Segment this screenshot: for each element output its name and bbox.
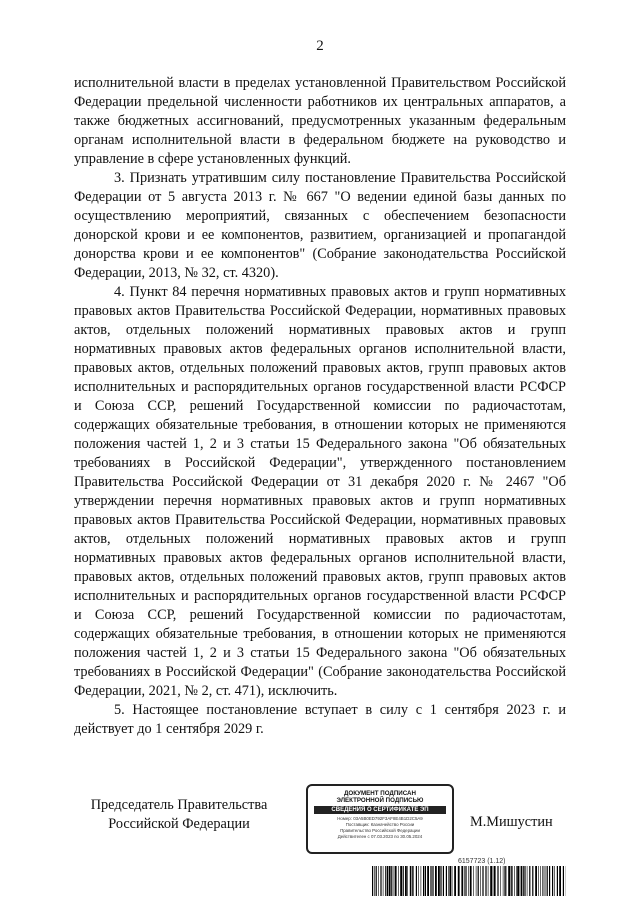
barcode-bar (461, 866, 463, 896)
barcode-bar (549, 866, 550, 896)
barcode-bar (540, 866, 541, 896)
barcode-bar (527, 866, 528, 896)
barcode-bar (478, 866, 479, 896)
signatory-title-line1: Председатель Правительства (90, 797, 268, 813)
barcode-bar (503, 866, 504, 896)
barcode-bar (500, 866, 501, 896)
document-body (74, 74, 566, 739)
barcode-bar (383, 866, 384, 896)
paragraph-4: 4. Пункт 84 перечня нормативных правовых актов и групп нормативных правовых актов Правительства Российской Федерации, нормативных правовых актов, отдельных положений нормативных правовых актов и групп нормативных правовых актов федеральных органов исполнительной власти, правовых актов, отдельных положений правовых актов, групп правовых актов исполнительных и распорядительных органов государственной власти РСФСР и Союза ССР, решений Государственной комиссии по радиочастотам, содержащих обязательные требования, в отношении которых не применяются положения частей 1, 2 и 3 статьи 15 Федерального закона "Об обязательных требованиях в Российской Федерации", утвержденного постановлением Правительства Российской Федерации от 31 декабря 2020 г. № 2467 "Об утверждении перечня нормативных правовых актов и групп нормативных правовых актов Правительства Российской Федерации, нормативных правовых актов, отдельных положений нормативных правовых актов и групп нормативных правовых актов федеральных органов исполнительной власти, правовых актов, отдельных положений правовых актов, групп правовых актов исполнительных и распорядительных органов государственной власти РСФСР и Союза ССР, решений Государственной комиссии по радиочастотам, содержащих обязательные требования, в отношении которых не применяются положения частей 1, 2 и 3 статьи 15 Федерального закона "Об обязательных требованиях в Российской Федерации" (Собрание законодательства Российской Федерации, 2021, № 2, ст. 471), исключить. (74, 284, 566, 699)
barcode-bar (482, 866, 483, 896)
stamp-cert-number: Номер: 03A5B0ED792F3AF8E4B1D2C5A9 (337, 816, 423, 821)
stamp-issuer: Поставщик: Казначейство России (345, 822, 415, 827)
barcode-bar (559, 866, 561, 896)
stamp-cert-header: СВЕДЕНИЯ О СЕРТИФИКАТЕ ЭП (314, 806, 446, 814)
signatory-title (74, 796, 284, 834)
barcode-bar (532, 866, 533, 896)
barcode-bar (520, 866, 521, 896)
barcode-bar (524, 866, 525, 896)
barcode-bar (435, 866, 437, 896)
signatory-title-line2: Российской Федерации (108, 816, 250, 832)
barcode-bar (523, 866, 524, 896)
barcode-bar (476, 866, 477, 896)
barcode-bar (418, 866, 419, 896)
barcode-bar (473, 866, 474, 896)
barcode-bar (405, 866, 407, 896)
barcode-bar (425, 866, 426, 896)
barcode-bar (412, 866, 413, 896)
barcode-bar (545, 866, 546, 896)
barcode-bar (557, 866, 558, 896)
stamp-owner: Правительство Российской Федерации (340, 828, 420, 833)
barcode-bar (458, 866, 460, 896)
barcode-bar (440, 866, 441, 896)
barcode-bar (395, 866, 397, 896)
barcode-bar (398, 866, 399, 896)
barcode-bar (517, 866, 519, 896)
barcode-bar (389, 866, 391, 896)
stamp-line2: ЭЛЕКТРОННОЙ ПОДПИСЬЮ (336, 797, 424, 804)
barcode-bar (372, 866, 373, 896)
barcode-bar (403, 866, 404, 896)
barcode-bar (427, 866, 429, 896)
barcode-bar (493, 866, 494, 896)
barcode-bar (416, 866, 417, 896)
barcode-bar (466, 866, 467, 896)
barcode-bar (448, 866, 449, 896)
barcode-bar (554, 866, 555, 896)
barcode-bar (504, 866, 505, 896)
barcode-bar (470, 866, 472, 896)
barcode-bar (464, 866, 465, 896)
barcode-bar (468, 866, 469, 896)
barcode-bar (446, 866, 447, 896)
barcode-bar (391, 866, 392, 896)
barcode-bar (407, 866, 408, 896)
barcode-bar (516, 866, 517, 896)
barcode-bar (535, 866, 537, 896)
barcode-bar (552, 866, 553, 896)
barcode-bar (443, 866, 444, 896)
barcode-bar (400, 866, 402, 896)
barcode-bar (430, 866, 431, 896)
barcode-bar (514, 866, 515, 896)
barcode-bar (433, 866, 434, 896)
paragraph-5: 5. Настоящее постановление вступает в силу с 1 сентября 2023 г. и действует до 1 сентября 2029 г. (74, 702, 566, 737)
barcode-bar (529, 866, 530, 896)
barcode-bar (431, 866, 432, 896)
barcode-bar (480, 866, 481, 896)
barcode-bar (413, 866, 414, 896)
barcode-bar (488, 866, 489, 896)
barcode-bar (485, 866, 486, 896)
signatory-name: М.Мишустин (470, 814, 553, 830)
barcode-bar (497, 866, 498, 896)
paragraph-1: исполнительной власти в пределах установленной Правительством Российской Федерации предельной численности работников их центральных аппаратов, а также бюджетных ассигнований, предусмотренных указанным федеральным органам исполнительной власти в федеральном бюджете на руководство и управление в сфере установленных функций. (74, 75, 566, 167)
electronic-signature-stamp (306, 784, 454, 854)
stamp-line1: ДОКУМЕНТ ПОДПИСАН (344, 790, 416, 797)
barcode-bar (511, 866, 512, 896)
stamp-validity: Действителен с 07.03.2023 по 30.05.2024 (337, 834, 423, 839)
barcode-bar (380, 866, 381, 896)
document-code: 6157723 (1.12) (458, 858, 506, 865)
barcode-bar (494, 866, 496, 896)
barcode-bar (374, 866, 375, 896)
barcode-image (372, 866, 566, 896)
barcode-bar (394, 866, 395, 896)
barcode-bar (538, 866, 539, 896)
barcode-bar (385, 866, 386, 896)
barcode-bar (452, 866, 453, 896)
barcode-bar (512, 866, 513, 896)
paragraph-3: 3. Признать утратившим силу постановление Правительства Российской Федерации от 5 августа 2013 г. № 667 "О ведении единой базы данных по осуществлению мероприятий, связанных с обеспечением безопасности донорской крови и ее компонентов, развитием, организацией и пропагандой донорства крови и ее компонентов" (Собрание законодательства Российской Федерации, 2013, № 32, ст. 4320). (74, 170, 566, 281)
barcode-bar (423, 866, 424, 896)
barcode-bar (376, 866, 377, 896)
barcode-bar (547, 866, 548, 896)
barcode-bar (410, 866, 411, 896)
barcode-bar (544, 866, 545, 896)
barcode-bar (521, 866, 522, 896)
barcode-bar (505, 866, 506, 896)
barcode-bar (454, 866, 456, 896)
barcode-bar (421, 866, 422, 896)
barcode-bar (378, 866, 379, 896)
page-number: 2 (316, 38, 324, 54)
barcode-bar (449, 866, 451, 896)
barcode-bar (490, 866, 492, 896)
barcode-bar (563, 866, 564, 896)
barcode-bar (438, 866, 440, 896)
barcode-bar (387, 866, 388, 896)
barcode-bar (508, 866, 510, 896)
barcode-bar (542, 866, 543, 896)
